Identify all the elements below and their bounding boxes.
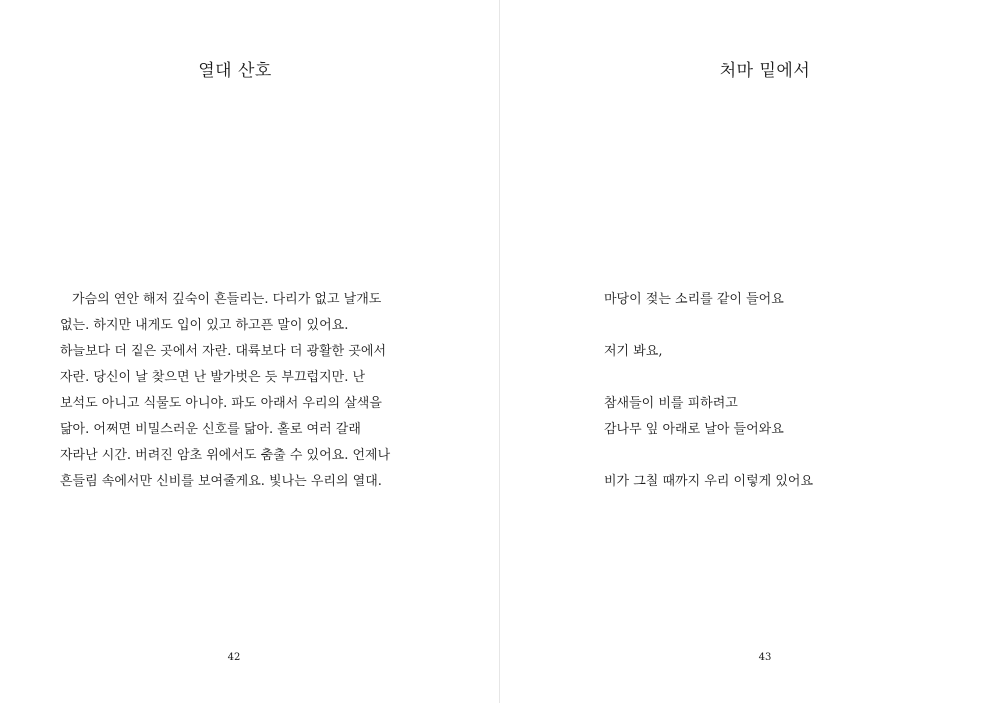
poem-line: 마당이 젖는 소리를 같이 들어요 — [604, 292, 784, 307]
poem-line: 비가 그칠 때까지 우리 이렇게 있어요 — [604, 474, 814, 489]
prose-line: 가슴의 연안 해저 깊숙이 흔들리는. 다리가 없고 날개도 — [72, 292, 382, 307]
right-page-number: 43 — [758, 652, 772, 663]
poem-stanza — [604, 287, 964, 313]
poem-line: 참새들이 비를 피하려고 — [604, 396, 738, 411]
right-page — [500, 0, 1000, 703]
left-page-title: 열대 산호 — [198, 61, 272, 81]
left-page-number: 42 — [227, 652, 241, 663]
prose-line: 자라난 시간. 버려진 암초 위에서도 춤출 수 있어요. 언제나 — [60, 448, 391, 463]
prose-line: 자란. 당신이 날 찾으면 난 발가벗은 듯 부끄럽지만. 난 — [60, 370, 366, 385]
poem-line: 감나무 잎 아래로 날아 들어와요 — [604, 422, 784, 437]
poem-stanza — [604, 339, 964, 365]
poem-stanza — [604, 391, 964, 443]
left-page-prose — [60, 287, 410, 495]
prose-line: 없는. 하지만 내게도 입이 있고 하고픈 말이 있어요. — [60, 318, 349, 333]
prose-line: 하늘보다 더 짙은 곳에서 자란. 대륙보다 더 광활한 곳에서 — [60, 344, 387, 359]
prose-line: 닮아. 어쩌면 비밀스러운 신호를 닮아. 홀로 여러 갈래 — [60, 422, 361, 437]
right-page-title: 처마 밑에서 — [719, 61, 811, 81]
right-page-poem — [604, 287, 964, 521]
poem-stanza — [604, 469, 964, 495]
prose-line: 흔들림 속에서만 신비를 보여줄게요. 빛나는 우리의 열대. — [60, 474, 382, 489]
prose-line: 보석도 아니고 식물도 아니야. 파도 아래서 우리의 살색을 — [60, 396, 382, 411]
poem-line: 저기 봐요, — [604, 344, 663, 359]
